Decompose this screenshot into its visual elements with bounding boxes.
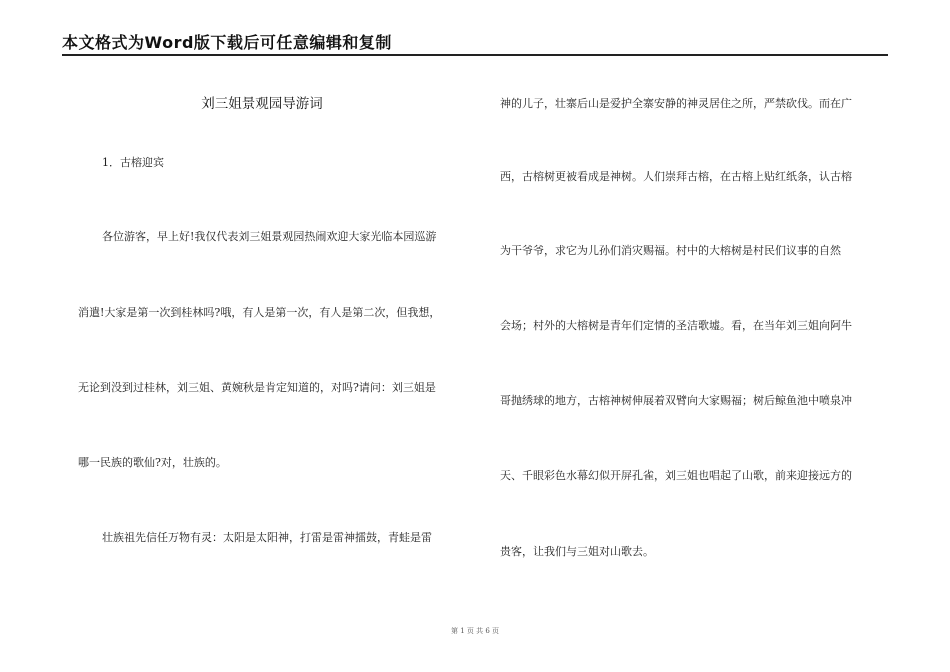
- left-paragraph-line: 消遣!大家是第一次到桂林吗?哦，有人是第一次，有人是第二次，但我想，: [78, 306, 441, 319]
- document-banner: 本文格式为Word版下载后可任意编辑和复制: [62, 33, 392, 52]
- page-footer: 第 1 页 共 6 页: [450, 627, 500, 635]
- left-paragraph-line: 哪一民族的歌仙?对，壮族的。: [78, 456, 227, 469]
- right-paragraph-line: 为干爷爷，求它为儿孙们消灾赐福。村中的大榕树是村民们议事的自然: [500, 244, 841, 257]
- right-paragraph-line: 哥抛绣球的地方，古榕神树伸展着双臂向大家赐福；树后鲸鱼池中喷泉冲: [500, 394, 852, 407]
- right-paragraph-line: 神的儿子，壮寨后山是爱护全寨安静的神灵居住之所，严禁砍伐。而在广: [500, 97, 852, 110]
- right-paragraph-line: 西，古榕树更被看成是神树。人们崇拜古榕，在古榕上贴红纸条，认古榕: [500, 170, 852, 183]
- left-paragraph-line: 无论到没到过桂林，刘三姐、黄婉秋是肯定知道的，对吗?请问：刘三姐是: [78, 381, 436, 394]
- left-paragraph-line: 各位游客，早上好!我仅代表刘三姐景观园热闹欢迎大家光临本园巡游: [102, 230, 437, 243]
- section-heading: 1．古榕迎宾: [102, 156, 164, 169]
- right-paragraph-line: 天、千眼彩色水幕幻似开屏孔雀，刘三姐也唱起了山歌，前来迎接远方的: [500, 469, 852, 482]
- right-paragraph-line: 贵客，让我们与三姐对山歌去。: [500, 545, 654, 558]
- left-paragraph-line: 壮族祖先信任万物有灵：太阳是太阳神，打雷是雷神擂鼓，青蛙是雷: [102, 531, 432, 544]
- banner-rule: [62, 54, 888, 56]
- page-title: 刘三姐景观园导游词: [201, 96, 323, 112]
- right-paragraph-line: 会场；村外的大榕树是青年们定情的圣洁歌墟。看，在当年刘三姐向阿牛: [500, 319, 852, 332]
